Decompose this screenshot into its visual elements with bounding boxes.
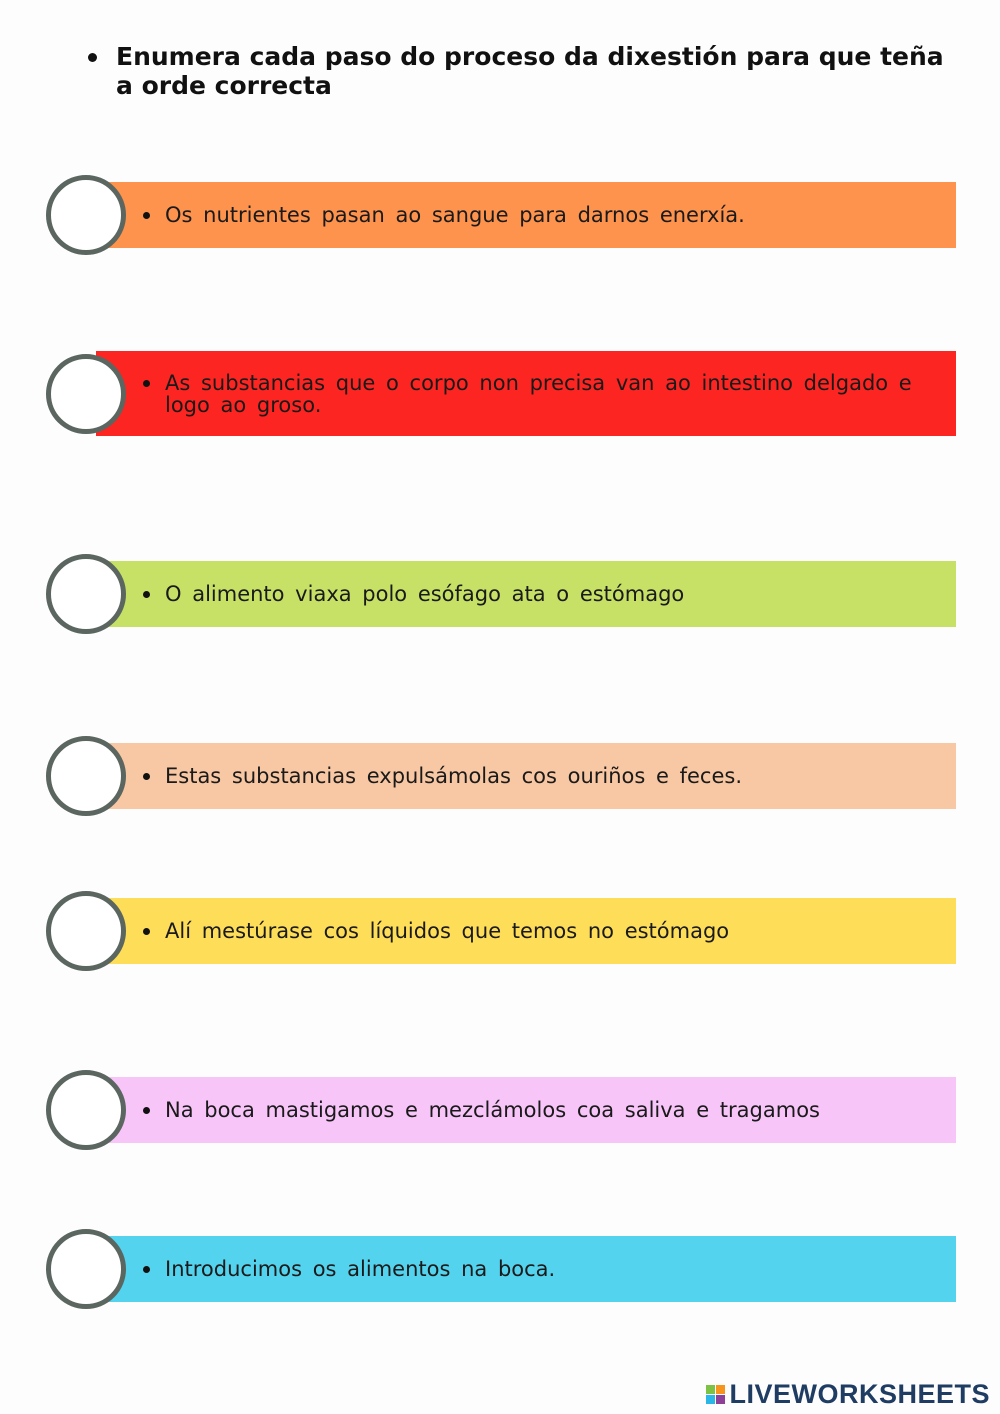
bullet-icon xyxy=(143,773,150,780)
step-text-1: Os nutrientes pasan ao sangue para darnos enerxía. xyxy=(165,204,940,226)
logo-square xyxy=(706,1395,715,1404)
step-text-3: O alimento viaxa polo esófago ata o estómago xyxy=(165,583,940,605)
step-text-5: Alí mestúrase cos líquidos que temos no estómago xyxy=(165,920,940,942)
bullet-icon xyxy=(88,53,97,62)
step-row-1 xyxy=(0,182,1000,248)
bullet-icon xyxy=(143,1107,150,1114)
liveworksheets-logo xyxy=(706,1379,990,1409)
logo-text: LIVEWORKSHEETS xyxy=(729,1378,990,1409)
bullet-icon xyxy=(143,212,150,219)
instruction-text: Enumera cada paso do proceso da dixestión para que teña a orde correcta xyxy=(116,42,944,100)
step-row-5 xyxy=(0,898,1000,964)
step-number-input-6[interactable] xyxy=(46,1070,126,1150)
step-number-input-3[interactable] xyxy=(46,554,126,634)
step-number-input-5[interactable] xyxy=(46,891,126,971)
bullet-icon xyxy=(143,928,150,935)
logo-grid-icon xyxy=(706,1385,725,1404)
instruction-heading xyxy=(88,42,968,100)
logo-square xyxy=(706,1385,715,1394)
step-number-input-7[interactable] xyxy=(46,1229,126,1309)
step-row-4 xyxy=(0,743,1000,809)
step-number-input-2[interactable] xyxy=(46,354,126,434)
logo-square xyxy=(716,1385,725,1394)
logo-square xyxy=(716,1395,725,1404)
step-text-6: Na boca mastigamos e mezclámolos coa saliva e tragamos xyxy=(165,1099,940,1121)
bullet-icon xyxy=(143,1266,150,1273)
bullet-icon xyxy=(143,591,150,598)
step-row-7 xyxy=(0,1236,1000,1302)
step-text-2: As substancias que o corpo non precisa van ao intestino delgado e logo ao groso. xyxy=(165,372,940,416)
step-row-6 xyxy=(0,1077,1000,1143)
step-row-3 xyxy=(0,561,1000,627)
step-number-input-4[interactable] xyxy=(46,736,126,816)
bullet-icon xyxy=(143,380,150,387)
step-row-2 xyxy=(0,351,1000,436)
step-number-input-1[interactable] xyxy=(46,175,126,255)
step-text-4: Estas substancias expulsámolas cos ouriños e feces. xyxy=(165,765,940,787)
step-text-7: Introducimos os alimentos na boca. xyxy=(165,1258,940,1280)
